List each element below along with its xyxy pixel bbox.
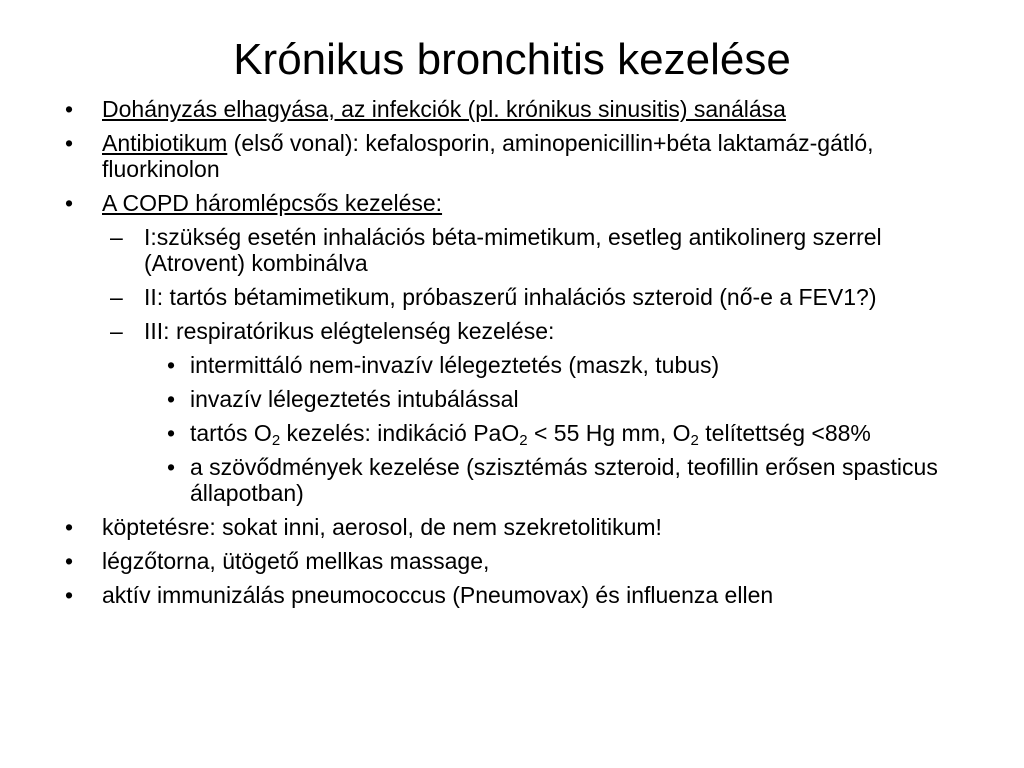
dash-icon: –: [110, 318, 123, 344]
item-text-underlined: Antibiotikum: [102, 130, 228, 156]
sub-list-item: [98, 318, 970, 506]
bullet-icon: •: [65, 190, 74, 216]
bullet-list: [60, 96, 970, 608]
subscript: 2: [519, 432, 528, 449]
list-item: [60, 582, 970, 608]
item-text-underlined: A COPD háromlépcsős kezelése:: [102, 190, 443, 216]
dash-icon: –: [110, 224, 123, 250]
slide-title: Krónikus bronchitis kezelése: [233, 35, 791, 84]
sub-list-item: [98, 224, 970, 276]
item-text-underlined: Dohányzás elhagyása, az infekciók (pl. krónikus sinusitis) sanálása: [102, 96, 786, 122]
bullet-icon: •: [167, 454, 176, 480]
sub-list: [102, 224, 970, 506]
item-text: köptetésre: sokat inni, aerosol, de nem szekretolitikum!: [102, 514, 662, 540]
sub-sub-list-item: [98, 454, 970, 506]
bullet-icon: •: [65, 582, 74, 608]
sub-list-item: [98, 284, 970, 310]
list-item: [60, 190, 970, 506]
text-part: < 55 Hg mm, O: [527, 420, 691, 446]
text-part: tartós O: [190, 420, 272, 446]
bullet-icon: •: [65, 514, 74, 540]
text-part: kezelés: indikáció PaO: [280, 420, 520, 446]
sub-sub-item-text: a szövődmények kezelése (szisztémás szteroid, teofillin erősen spasticus állapotban): [190, 454, 938, 506]
bullet-icon: •: [65, 96, 74, 122]
list-item: [60, 548, 970, 574]
bullet-icon: •: [65, 548, 74, 574]
sub-sub-list: [144, 352, 970, 506]
sub-item-text: III: respiratórikus elégtelenség kezelése:: [144, 318, 555, 344]
subscript: 2: [271, 432, 281, 449]
sub-item-text: II: tartós bétamimetikum, próbaszerű inhalációs szteroid (nő-e a FEV1?): [144, 284, 877, 310]
list-item: [60, 130, 970, 182]
bullet-icon: •: [167, 420, 176, 446]
sub-sub-list-item: [98, 420, 970, 449]
item-text: (első vonal): kefalosporin, aminopenicillin+béta laktamáz-gátló, fluorkinolon: [102, 130, 874, 182]
bullet-icon: •: [167, 386, 176, 412]
bullet-icon: •: [167, 352, 176, 378]
sub-item-text: I:szükség esetén inhalációs béta-mimetikum, esetleg antikolinerg szerrel (Atrovent) kombinálva: [144, 224, 882, 276]
sub-sub-list-item: [98, 352, 970, 378]
slide-content: [60, 96, 970, 616]
item-text: légzőtorna, ütögető mellkas massage,: [102, 548, 490, 574]
sub-sub-item-text: [190, 420, 871, 449]
sub-sub-item-text: invazív lélegeztetés intubálással: [190, 386, 519, 412]
list-item: [60, 514, 970, 540]
bullet-icon: •: [65, 130, 74, 156]
text-part: telítettség <88%: [698, 420, 871, 446]
list-item: [60, 96, 970, 122]
sub-sub-item-text: intermittáló nem-invazív lélegeztetés (maszk, tubus): [190, 352, 720, 378]
sub-sub-list-item: [98, 386, 970, 412]
item-text: aktív immunizálás pneumococcus (Pneumovax) és influenza ellen: [102, 582, 774, 608]
subscript: 2: [690, 432, 699, 449]
dash-icon: –: [110, 284, 123, 310]
